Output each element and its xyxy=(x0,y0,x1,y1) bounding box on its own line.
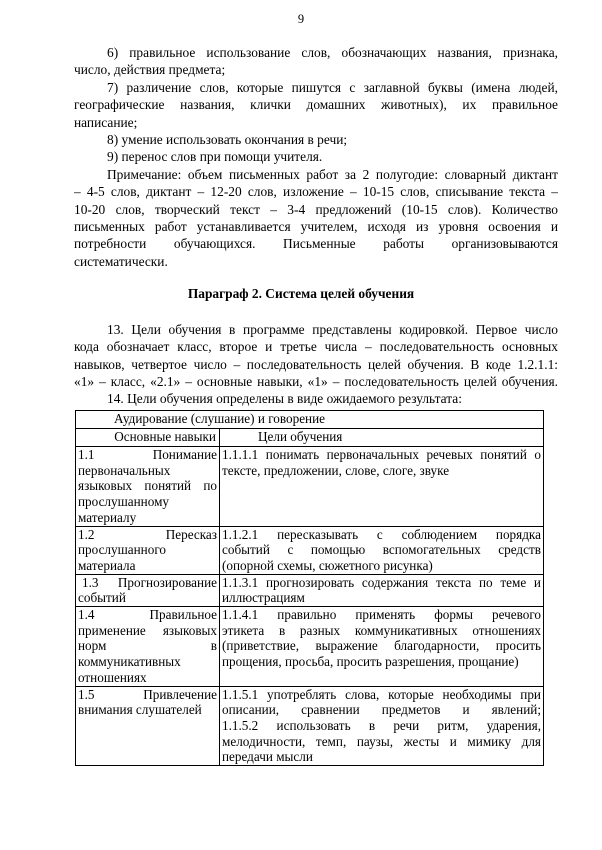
goal-cell xyxy=(220,607,544,687)
learning-goals-table xyxy=(75,410,544,766)
note-line: систематически. xyxy=(74,253,168,269)
skill-line: внимания слушателей xyxy=(78,702,202,718)
goal-cell xyxy=(220,447,544,527)
paragraph-13-line: кода обозначает класс, второе и третье числа – последовательность основных xyxy=(74,339,558,355)
goal-line: 1.1.4.1 правильно применять формы речевого xyxy=(222,607,541,623)
column-header-skills: Основные навыки xyxy=(76,429,220,447)
skill-cell xyxy=(76,447,220,527)
skill-line: первоначальных xyxy=(78,462,171,478)
goal-line: тексте, предложении, слове, слоге, звуке xyxy=(222,462,450,478)
goal-line: 1.1.5.2 использовать в речи ритм, ударения, xyxy=(222,717,541,733)
goal-line: прощения, просьба, просить разрешения, прощание) xyxy=(222,654,519,670)
list-item-7-line: географические названия, клички домашних животных), их правильное xyxy=(74,97,558,113)
skill-line: отношениях xyxy=(78,669,147,685)
table-row xyxy=(76,574,544,606)
skill-line: материалу xyxy=(78,509,137,525)
skill-line: 1.3 Прогнозирование xyxy=(82,574,217,590)
paragraph-13-line: 13. Цели обучения в программе представлены кодировкой. Первое число xyxy=(107,322,558,337)
list-item-9: 9) перенос слов при помощи учителя. xyxy=(107,149,323,165)
list-item-6-line: число, действия предмета; xyxy=(74,62,226,78)
skill-line: прослушанного xyxy=(78,542,166,558)
column-header-goals: Цели обучения xyxy=(220,429,544,447)
goal-line: иллюстрациям xyxy=(222,590,305,606)
table-row xyxy=(76,526,544,574)
page-number: 9 xyxy=(297,12,305,26)
skill-line: норм в xyxy=(78,638,217,654)
skill-cell xyxy=(76,526,220,574)
skill-line: событий xyxy=(78,590,126,606)
paragraph-13 xyxy=(74,321,558,391)
skill-line: применение языковых xyxy=(78,622,217,638)
skill-line: коммуникативных xyxy=(78,654,181,670)
goal-line: (приветствие, выражение благодарности, просить xyxy=(222,638,541,654)
skill-line: 1.2 Пересказ xyxy=(78,526,217,542)
table-row xyxy=(76,447,544,527)
table-header-row xyxy=(76,429,544,447)
note-paragraph xyxy=(74,166,558,270)
note-line: Примечание: объем письменных работ за 2 полугодие: словарный диктант xyxy=(107,166,558,182)
goal-line: передачи мысли xyxy=(222,749,313,765)
paragraph-13-line: навыков, четвертое число – последовательность целей обучения. В коде 1.2.1.1: xyxy=(74,356,558,372)
note-line: письменных работ устанавливается учителем, исходя из уровня освоения и xyxy=(74,218,558,234)
goal-line: 1.1.3.1 прогнозировать содержания текста по теме и xyxy=(222,574,541,590)
section-heading: Параграф 2. Система целей обучения xyxy=(187,286,415,301)
paragraph-14-line: 14. Цели обучения определены в виде ожидаемого результата: xyxy=(107,391,462,406)
list-item-6-line: 6) правильное использование слов, обозначающих названия, признака, xyxy=(107,45,558,60)
skill-cell xyxy=(76,686,220,766)
note-line: 10-20 слов, творческий текст – 3-4 предложений (10-15 слов). Количество xyxy=(74,201,558,217)
goal-cell xyxy=(220,574,544,606)
goal-line: 1.1.1.1 понимать первоначальных речевых понятий о xyxy=(222,447,541,462)
list-item-7-line: 7) различение слов, которые пишутся с заглавной буквы (имена людей, xyxy=(107,79,558,95)
note-line: – 4-5 слов, диктант – 12-20 слов, изложение – 10-15 слов, списывание текста – xyxy=(74,184,558,200)
skill-line: 1.5 Привлечение xyxy=(78,686,217,702)
table-row xyxy=(76,607,544,687)
note-line: потребности обучающихся. Письменные работы организовываются xyxy=(74,236,558,252)
goal-line: событий с помощью вспомогательных средств xyxy=(222,542,541,558)
skill-cell xyxy=(76,574,220,606)
list-block xyxy=(74,44,558,166)
goal-line: (опорной схемы, сюжетного рисунка) xyxy=(222,557,433,573)
paragraph-13-line: «1» – класс, «2.1» – основные навыки, «1» – последовательность целей обучения. xyxy=(74,374,558,390)
goal-cell xyxy=(220,686,544,766)
list-item-8: 8) умение использовать окончания в речи; xyxy=(107,131,348,147)
goal-line: этикета в разных коммуникативных отношениях xyxy=(222,622,541,638)
list-item-7-line: написание; xyxy=(74,114,138,130)
goal-line: 1.1.5.1 употреблять слова, которые необходимы при xyxy=(222,686,541,702)
table-title-row xyxy=(76,411,544,429)
goal-line: мелодичности, темп, паузы, жесты и мимику для xyxy=(222,733,541,749)
goal-line: описании, сравнении предметов и явлений; xyxy=(222,702,541,718)
table-title: Аудирование (слушание) и говорение xyxy=(76,411,544,429)
skill-line: прослушанному xyxy=(78,494,170,510)
skill-line: языковых понятий по xyxy=(78,478,217,494)
goal-line: 1.1.2.1 пересказывать с соблюдением порядка xyxy=(222,526,541,542)
skill-line: материала xyxy=(78,557,136,573)
goal-cell xyxy=(220,526,544,574)
skill-cell xyxy=(76,607,220,687)
skill-line: 1.1 Понимание xyxy=(78,447,217,462)
skill-line: 1.4 Правильное xyxy=(78,607,217,623)
paragraph-14 xyxy=(74,390,558,407)
table-row xyxy=(76,686,544,766)
